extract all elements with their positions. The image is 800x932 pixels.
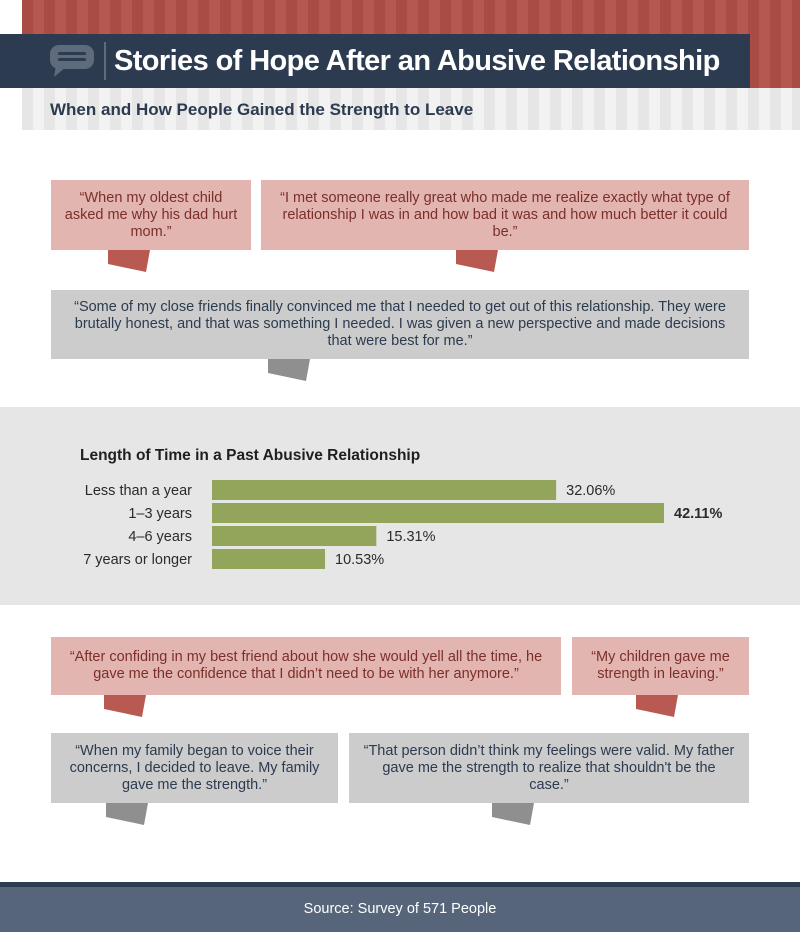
bar-chart [0,407,800,605]
bar-value-label: 15.31% [386,529,436,545]
quote-tail [108,250,150,272]
quote-tail [492,803,534,825]
quote-text: “When my oldest child asked me why his dad hurt mom.” [64,189,238,240]
page-subtitle: When and How People Gained the Strength to Leave [50,100,474,119]
bar [212,503,664,523]
quote-text: “Some of my close friends finally convinced me that I needed to get out of this relationship. They were brutally honest, and that was something I needed. I was given a new perspective and made decisions that were best for me.” [74,299,726,349]
bar-value-label: 10.53% [335,552,385,568]
chart-panel [0,407,800,605]
quote-tail [104,695,146,717]
page-title: Stories of Hope After an Abusive Relationship [114,45,720,77]
quote-tail [106,803,148,825]
quote-tail [636,695,678,717]
bar [212,549,325,569]
bar-value-label: 32.06% [566,483,616,499]
bar-category-label: 7 years or longer [83,552,192,568]
quote-text: “That person didn’t think my feelings were valid. My father gave me the strength to realize that shouldn't be the case.” [363,742,735,793]
title-bar [0,34,750,88]
bar-value-label: 42.11% [674,506,723,522]
quote-bubble [51,733,338,803]
bar [212,526,376,546]
quote-bubble [261,180,749,250]
quote-text: “I met someone really great who made me realize exactly what type of relationship I was in and how bad it was and how much better it could be.” [280,189,730,240]
quote-text: “When my family began to voice their concerns, I decided to leave. My family gave me the strength.” [69,742,320,793]
bar-category-label: 4–6 years [128,529,192,545]
quote-bubble [51,180,251,250]
title-divider [104,42,106,80]
quote-bubble [349,733,749,803]
quote-text: “After confiding in my best friend about how she would yell all the time, he gave me the confidence that I didn’t need to be with her anymore.” [69,649,543,682]
bar-category-label: Less than a year [84,483,192,499]
quote-bubble [572,637,749,695]
quote-text: “My children gave me strength in leaving.” [591,649,730,682]
quote-tail [456,250,498,272]
footer-source: Source: Survey of 571 People [0,887,800,932]
quote-bubble [51,290,749,359]
chat-bubble-icon [48,43,96,79]
bar-category-label: 1–3 years [128,506,192,522]
chart-title: Length of Time in a Past Abusive Relationship [80,447,421,464]
bar [212,480,556,500]
quote-bubble [51,637,561,695]
quote-tail [268,359,310,381]
